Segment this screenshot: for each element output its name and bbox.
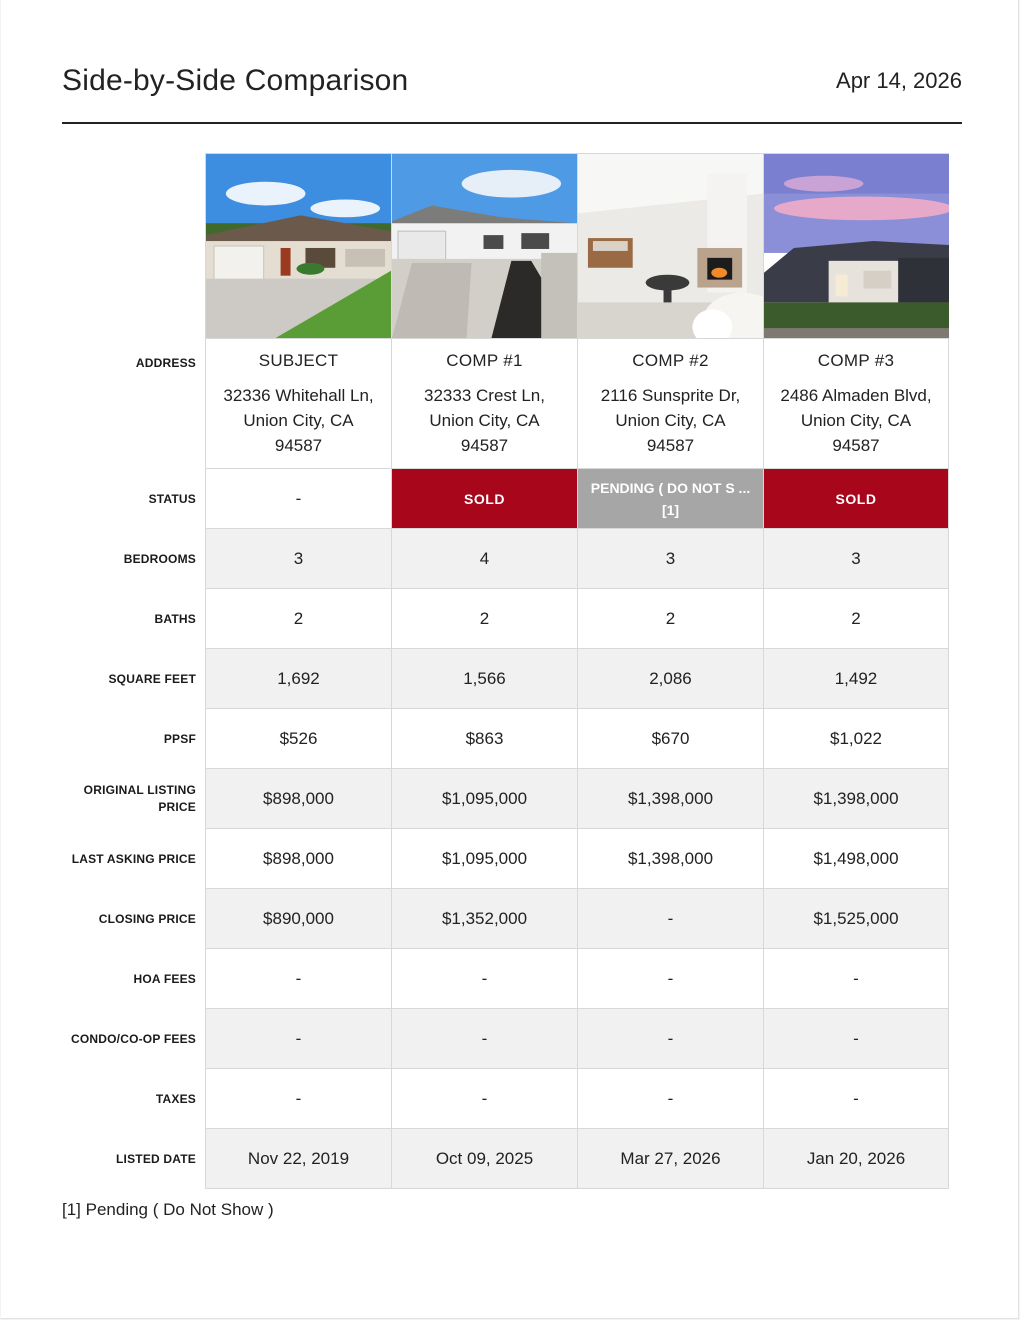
comp1-photo [391, 153, 577, 339]
baths-cell: 2 [205, 589, 391, 649]
address-cell-comp1 [391, 339, 577, 469]
square-feet-cell: 2,086 [577, 649, 763, 709]
address-cell-comp2 [577, 339, 763, 469]
condo-coop-fees-cell: - [577, 1009, 763, 1069]
address-line: Union City, CA [429, 411, 540, 430]
last-asking-price-cell: $898,000 [205, 829, 391, 889]
house-photo-icon [392, 154, 577, 338]
ppsf-cell: $1,022 [763, 709, 949, 769]
page-title: Side-by-Side Comparison [62, 64, 409, 97]
taxes-cell: - [391, 1069, 577, 1129]
house-photo-icon [206, 154, 391, 338]
original-listing-price-cell: $1,095,000 [391, 769, 577, 829]
bedrooms-cell: 3 [577, 529, 763, 589]
address-line: 94587 [832, 436, 880, 455]
condo-coop-fees-cell: - [391, 1009, 577, 1069]
status-badge-pending [577, 469, 763, 529]
living-room-photo-icon [578, 154, 763, 338]
address-line: 94587 [646, 436, 695, 455]
closing-price-cell: - [577, 889, 763, 949]
address-line: 94587 [274, 436, 323, 455]
address-line: 32333 Crest Ln, [424, 386, 545, 405]
column-heading: SUBJECT [258, 351, 339, 370]
row-label-taxes: TAXES [155, 1091, 196, 1106]
status-badge-sold: SOLD [391, 469, 577, 529]
address-line: Union City, CA [800, 411, 912, 430]
condo-coop-fees-cell: - [205, 1009, 391, 1069]
comparison-table [62, 153, 949, 1189]
listed-date-cell: Mar 27, 2026 [577, 1129, 763, 1189]
comp3-photo [763, 153, 949, 339]
square-feet-cell: 1,566 [391, 649, 577, 709]
row-label-ppsf: PPSF [163, 731, 196, 746]
closing-price-cell: $890,000 [205, 889, 391, 949]
hoa-fees-cell: - [577, 949, 763, 1009]
square-feet-cell: 1,692 [205, 649, 391, 709]
row-label-hoa-fees: HOA FEES [133, 971, 196, 986]
address-line: Union City, CA [243, 411, 354, 430]
address-text [593, 383, 749, 458]
row-label-square-feet: SQUARE FEET [108, 671, 196, 686]
address-line: 32336 Whitehall Ln, [223, 386, 374, 405]
taxes-cell: - [205, 1069, 391, 1129]
listed-date-cell: Oct 09, 2025 [391, 1129, 577, 1189]
house-dusk-photo-icon [764, 154, 949, 338]
condo-coop-fees-cell: - [763, 1009, 949, 1069]
closing-price-cell: $1,525,000 [763, 889, 949, 949]
bedrooms-cell: 4 [391, 529, 577, 589]
original-listing-price-cell: $898,000 [205, 769, 391, 829]
last-asking-price-cell: $1,498,000 [763, 829, 949, 889]
row-label-last-asking-price: LAST ASKING PRICE [71, 851, 196, 866]
row-label-bedrooms: BEDROOMS [123, 551, 196, 566]
ppsf-cell: $526 [205, 709, 391, 769]
last-asking-price-cell: $1,398,000 [577, 829, 763, 889]
address-text [772, 383, 939, 458]
comp2-photo [577, 153, 763, 339]
address-line: 94587 [460, 436, 509, 455]
column-heading: COMP #2 [632, 351, 709, 370]
status-badge-sold: SOLD [763, 469, 949, 529]
address-line: 2486 Almaden Blvd, [780, 386, 932, 405]
bedrooms-cell: 3 [763, 529, 949, 589]
row-label-baths: BATHS [154, 611, 196, 626]
row-label-original-listing-price: ORIGINAL LISTING PRICE [83, 783, 196, 814]
row-label-listed-date: LISTED DATE [116, 1151, 196, 1166]
address-text [215, 383, 381, 458]
original-listing-price-cell: $1,398,000 [763, 769, 949, 829]
address-line: 2116 Sunsprite Dr, [600, 386, 741, 405]
status-text: PENDING ( DO NOT S ... [590, 479, 751, 496]
column-heading: COMP #3 [817, 351, 895, 370]
ppsf-cell: $670 [577, 709, 763, 769]
report-date: Apr 14, 2026 [836, 68, 962, 93]
baths-cell: 2 [763, 589, 949, 649]
footnote: [1] Pending ( Do Not Show ) [62, 1200, 274, 1219]
listed-date-cell: Nov 22, 2019 [205, 1129, 391, 1189]
last-asking-price-cell: $1,095,000 [391, 829, 577, 889]
column-heading: COMP #1 [446, 351, 523, 370]
row-label-condo-coop-fees: CONDO/CO-OP FEES [71, 1031, 196, 1046]
baths-cell: 2 [391, 589, 577, 649]
original-listing-price-cell: $1,398,000 [577, 769, 763, 829]
footnote-ref: [1] [661, 501, 680, 518]
status-cell-subject: - [205, 469, 391, 529]
row-label-status: STATUS [148, 491, 196, 506]
bedrooms-cell: 3 [205, 529, 391, 589]
row-label-closing-price: CLOSING PRICE [98, 911, 196, 926]
hoa-fees-cell: - [391, 949, 577, 1009]
square-feet-cell: 1,492 [763, 649, 949, 709]
address-cell-subject [205, 339, 391, 469]
row-label-address: ADDRESS [135, 356, 196, 370]
address-cell-comp3 [763, 339, 949, 469]
taxes-cell: - [763, 1069, 949, 1129]
ppsf-cell: $863 [391, 709, 577, 769]
address-line: Union City, CA [615, 411, 726, 430]
taxes-cell: - [577, 1069, 763, 1129]
hoa-fees-cell: - [763, 949, 949, 1009]
address-text [416, 383, 553, 458]
closing-price-cell: $1,352,000 [391, 889, 577, 949]
report-page [1, 0, 1019, 1319]
hoa-fees-cell: - [205, 949, 391, 1009]
table-corner [62, 153, 205, 339]
listed-date-cell: Jan 20, 2026 [763, 1129, 949, 1189]
report-header [62, 56, 962, 124]
subject-photo [205, 153, 391, 339]
baths-cell: 2 [577, 589, 763, 649]
